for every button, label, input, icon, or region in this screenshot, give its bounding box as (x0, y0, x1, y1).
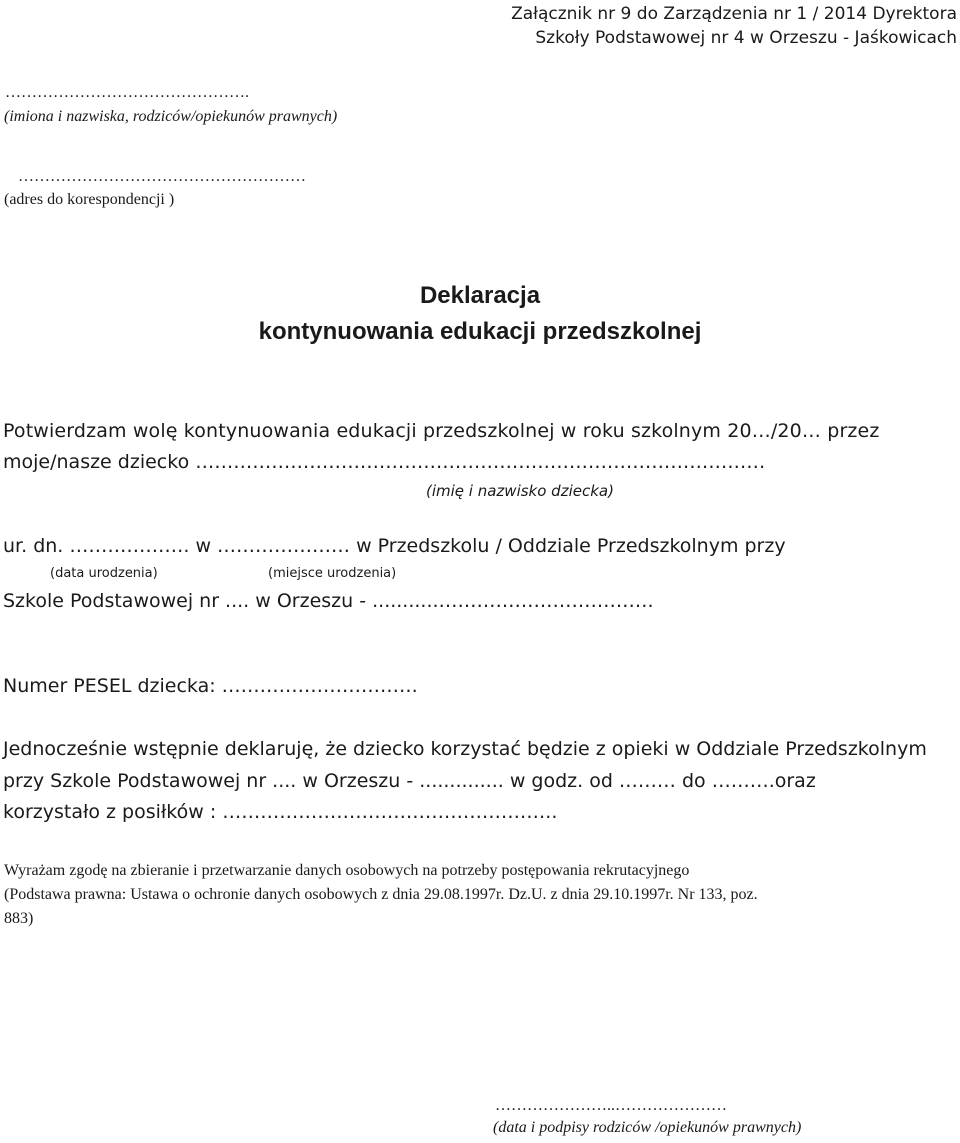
annex-header (511, 2, 957, 50)
care-declaration-line-2: przy Szkole Podstawowej nr .... w Orzeszu - .............. w godz. od ……… do ……….oraz (3, 770, 816, 792)
school-line: Szkole Podstawowej nr .... w Orzeszu - ...........……………………………. (3, 590, 654, 612)
consent-line-1: Wyrażam zgodę na zbieranie i przetwarzanie danych osobowych na potrzeby postępowania rekrutacyjnego (4, 862, 690, 879)
document-title: Deklaracja (419, 282, 541, 309)
address-field: ……………………………………………… (18, 168, 306, 185)
birth-place-caption: (miejsce urodzenia) (268, 566, 397, 581)
care-declaration-line-1: Jednocześnie wstępnie deklaruję, że dziecko korzystać będzie z opieki w Oddziale Przedszkolnym (3, 738, 927, 760)
parents-names-caption: (imiona i nazwiska, rodziców/opiekunów prawnych) (4, 108, 338, 125)
annex-line-1: Załącznik nr 9 do Zarządzenia nr 1 / 2014 Dyrektora (511, 4, 957, 24)
birth-date-caption: (data urodzenia) (50, 566, 158, 581)
annex-line-2: Szkoły Podstawowej nr 4 w Orzeszu - Jaśkowicach (535, 28, 957, 48)
consent-line-3: 883) (4, 910, 34, 927)
signature-field: …………………..………………… (495, 1097, 727, 1114)
care-declaration-line-3: korzystało z posiłków : …………………………………………….. (3, 801, 558, 823)
document-subtitle: kontynuowania edukacji przedszkolnej (258, 318, 702, 345)
confirmation-line-2: moje/nasze dziecko ……………………………………………………………………………… (3, 451, 766, 473)
consent-line-2: (Podstawa prawna: Ustawa o ochronie danych osobowych z dnia 29.08.1997r. Dz.U. z dnia 29.10.1997r. Nr 133, poz. (4, 886, 758, 903)
confirmation-line-1: Potwierdzam wolę kontynuowania edukacji przedszkolnej w roku szkolnym 20…/20… przez (3, 420, 880, 442)
pesel-line: Numer PESEL dziecka: …………………………. (3, 675, 418, 697)
signature-caption: (data i podpisy rodziców /opiekunów prawnych) (493, 1119, 802, 1136)
child-name-caption: (imię i nazwisko dziecka) (426, 482, 614, 500)
address-caption: (adres do korespondencji ) (4, 191, 175, 208)
parents-names-field: ………………………………………. (5, 84, 249, 101)
birth-line: ur. dn. ………………. w ………………… w Przedszkolu / Oddziale Przedszkolnym przy (3, 535, 786, 557)
